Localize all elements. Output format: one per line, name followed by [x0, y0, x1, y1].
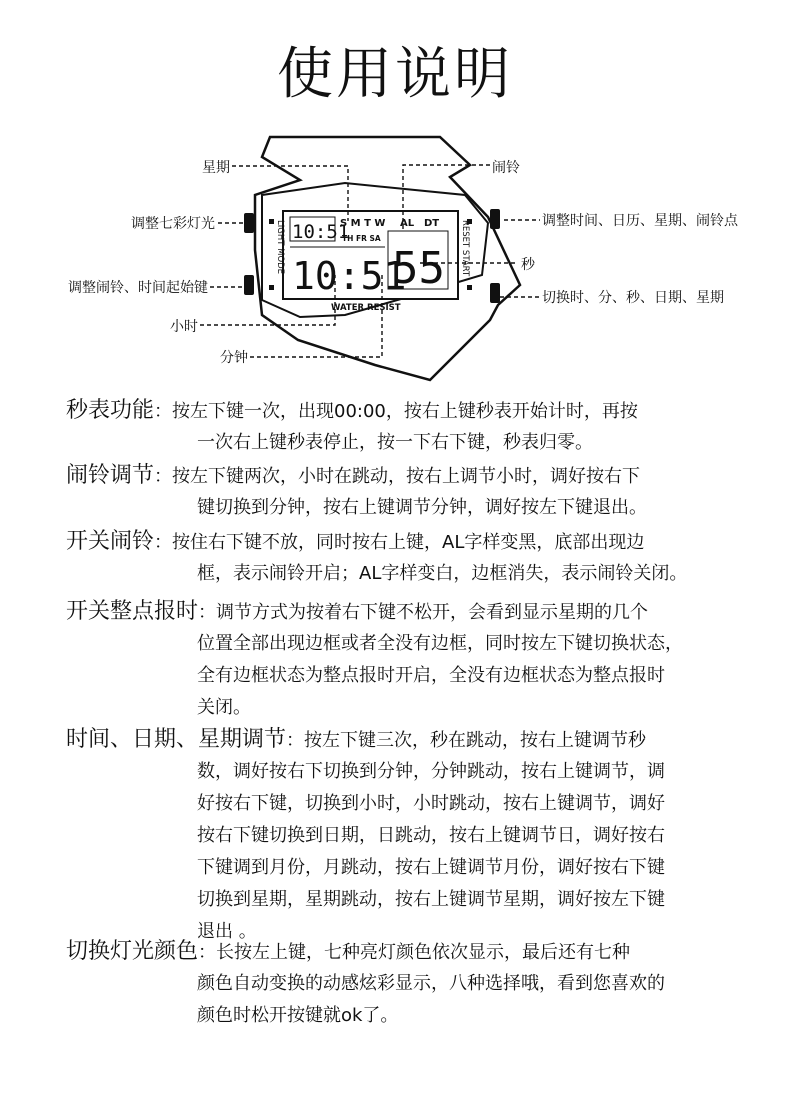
section-line: 按住右下键不放，同时按右上键，AL字样变黑，底部出现边: [172, 532, 645, 553]
section-line: 全有边框状态为整点报时开启，全没有边框状态为整点报时: [197, 665, 665, 686]
section-heading: 切换灯光颜色: [66, 939, 199, 964]
label-hour: 小时: [170, 319, 198, 335]
button-top-left: [244, 213, 254, 233]
section-heading: 闹铃调节: [66, 463, 155, 488]
watch-diagram: [0, 125, 790, 385]
label-second: 秒: [521, 257, 535, 273]
small-digits: 10:51: [292, 221, 350, 243]
section-hourly-chime: 开关整点报时：调节方式为按着右下键不松开，会看到显示星期的几个 位置全部出现边框或者全没有边框，同时按左下键切换状态， 全有边框状态为整点报时开启，全没有边框状态为整点报时 关闭。: [66, 599, 683, 718]
second-digits: 55: [392, 243, 445, 294]
label-switch-button: 切换时、分、秒、日期、星期: [542, 290, 724, 306]
section-line: 颜色自动变换的动感炫彩显示，八种选择哦，看到您喜欢的: [197, 973, 665, 994]
section-heading: 秒表功能: [66, 398, 155, 423]
label-start-button: 调整闹铃、时间起始键: [68, 280, 208, 296]
section-alarm-toggle: 开关闹铃：按住右下键不放，同时按右上键，AL字样变黑，底部出现边 框，表示闹铃开启；AL字样变白，边框消失，表示闹铃关闭。: [66, 529, 688, 584]
section-alarm-adjust: 闹铃调节：按左下键两次，小时在跳动，按右上调节小时，调好按右下 键切换到分钟，按右上键调节分钟，调好按左下键退出。: [66, 463, 647, 518]
section-line: 按左下键两次，小时在跳动，按右上调节小时，调好按右下: [172, 466, 641, 487]
section-line: 数，调好按右下切换到分钟，分钟跳动，按右上键调节，调: [197, 761, 665, 782]
button-top-right: [490, 209, 500, 229]
section-light-color: 切换灯光颜色：长按左上键，七种亮灯颜色依次显示，最后还有七种 颜色自动变换的动感炫彩显示，八种选择哦，看到您喜欢的 颜色时松开按键就ok了。: [66, 939, 665, 1026]
section-line: 按左下键三次，秒在跳动，按右上键调节秒: [304, 730, 647, 751]
section-line: 按右下键切换到日期，日跳动，按右上键调节日，调好按右: [197, 825, 665, 846]
button-bottom-left: [244, 275, 254, 295]
section-line: 一次右上键秒表停止，按一下右下键，秒表归零。: [197, 432, 593, 453]
reset-start-text: RESET START: [460, 220, 470, 277]
dt-text: DT: [424, 218, 440, 229]
section-line: 关闭。: [197, 697, 251, 718]
page-title: 使用说明: [277, 42, 513, 107]
section-line: 好按右下键，切换到小时，小时跳动，按右上键调节，调好: [197, 793, 665, 814]
section-line: 颜色时松开按键就ok了。: [197, 1005, 399, 1026]
section-line: 切换到星期，星期跳动，按右上键调节星期，调好按左下键: [197, 889, 665, 910]
section-heading: 开关闹铃: [66, 529, 155, 554]
section-heading: 开关整点报时: [66, 599, 199, 624]
section-heading: 时间、日期、星期调节: [66, 727, 287, 752]
al-text: AL: [400, 218, 415, 229]
button-bottom-right: [490, 283, 500, 303]
section-time-date-week: 时间、日期、星期调节：按左下键三次，秒在跳动，按右上键调节秒 数，调好按右下切换到分钟，分钟跳动，按右上键调节，调 好按右下键，切换到小时，小时跳动，按右上键调节，调好 按右下键切换到日期，日跳动，按右上键调节日，调好按右 下键调到月份，月跳动，按右上键调节月份，调好按右下键 切换到星期，星期跳动，按右上键调节星期，调好按左下键 退出 。: [66, 727, 665, 942]
section-line: 长按左上键，七种亮灯颜色依次显示，最后还有七种: [216, 942, 631, 963]
section-line: 调节方式为按着右下键不松开，会看到显示星期的几个: [216, 602, 649, 623]
days-top-text: S M T W: [340, 218, 386, 229]
label-light-button: 调整七彩灯光: [131, 216, 215, 232]
section-line: 位置全部出现边框或者全没有边框，同时按左下键切换状态，: [197, 633, 683, 654]
section-line: 下键调到月份，月跳动，按右上键调节月份，调好按右下键: [197, 857, 665, 878]
section-line: 按左下键一次，出现00:00，按右上键秒表开始计时，再按: [172, 401, 638, 422]
light-mode-text: LIGHT MODE: [275, 220, 285, 275]
label-week: 星期: [202, 160, 230, 176]
big-digits: 10:51: [292, 254, 407, 298]
section-stopwatch: 秒表功能：按左下键一次，出现00:00，按右上键秒表开始计时，再按 一次右上键秒表停止，按一下右下键，秒表归零。: [66, 398, 638, 453]
section-line: 退出 。: [197, 921, 257, 942]
label-adjust-button: 调整时间、日历、星期、闹铃点: [542, 213, 738, 229]
days-bottom-text: TH FR SA: [342, 234, 381, 243]
label-alarm: 闹铃: [492, 160, 520, 176]
watch-illustration: [0, 125, 790, 385]
water-resist-text: WATER RESIST: [331, 303, 401, 313]
section-line: 框，表示闹铃开启；AL字样变白，边框消失，表示闹铃关闭。: [197, 563, 688, 584]
section-line: 键切换到分钟，按右上键调节分钟，调好按左下键退出。: [197, 497, 647, 518]
label-minute: 分钟: [220, 350, 248, 366]
